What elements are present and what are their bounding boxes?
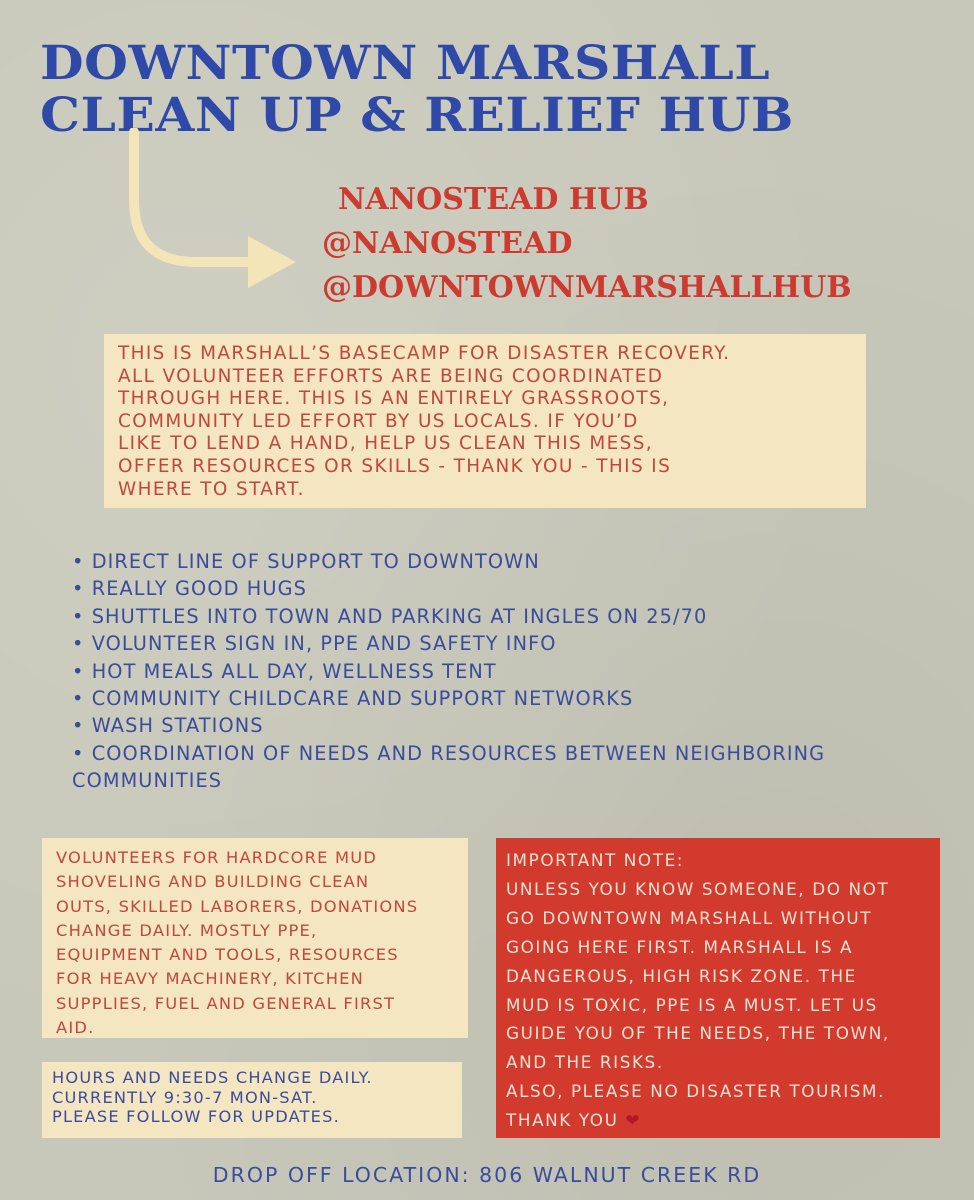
- features-list: [72, 548, 825, 795]
- poster-title: [40, 38, 794, 142]
- intro-line: OFFER RESOURCES OR SKILLS - THANK YOU - THIS IS: [118, 455, 672, 477]
- hours-line: HOURS AND NEEDS CHANGE DAILY.: [52, 1068, 373, 1087]
- title-line-1: DOWNTOWN MARSHALL: [40, 36, 771, 91]
- feature-item: • REALLY GOOD HUGS: [72, 577, 307, 601]
- title-line-2: CLEAN UP & RELIEF HUB: [40, 88, 794, 143]
- feature-item: • VOLUNTEER SIGN IN, PPE AND SAFETY INFO: [72, 632, 557, 656]
- needs-line: OUTS, SKILLED LABORERS, DONATIONS: [56, 896, 419, 916]
- note-line: GUIDE YOU OF THE NEEDS, THE TOWN,: [506, 1023, 890, 1044]
- intro-box: [104, 334, 866, 508]
- feature-item: • HOT MEALS ALL DAY, WELLNESS TENT: [72, 659, 497, 683]
- note-line: MUD IS TOXIC, PPE IS A MUST. LET US: [506, 994, 878, 1015]
- needs-line: SUPPLIES, FUEL AND GENERAL FIRST: [56, 993, 396, 1013]
- handle-nanostead: @NANOSTEAD: [322, 226, 573, 261]
- intro-line: ALL VOLUNTEER EFFORTS ARE BEING COORDINATED: [118, 365, 664, 387]
- feature-item: • COMMUNITY CHILDCARE AND SUPPORT NETWORKS: [72, 687, 634, 711]
- note-line: ALSO, PLEASE NO DISASTER TOURISM.: [506, 1081, 886, 1102]
- hub-name: NANOSTEAD HUB: [338, 182, 649, 217]
- hours-line: CURRENTLY 9:30-7 MON-SAT.: [52, 1087, 318, 1107]
- feature-item: • WASH STATIONS: [72, 714, 264, 738]
- note-line: UNLESS YOU KNOW SOMEONE, DO NOT: [506, 878, 890, 899]
- note-closing: [506, 1106, 930, 1135]
- important-note-box: [496, 838, 940, 1138]
- heart-icon: ❤: [625, 1110, 640, 1131]
- note-line: GO DOWNTOWN MARSHALL WITHOUT: [506, 907, 873, 928]
- social-handles: [322, 178, 852, 310]
- needs-line: EQUIPMENT AND TOOLS, RESOURCES: [56, 945, 399, 965]
- note-line: DANGEROUS, HIGH RISK ZONE. THE: [506, 965, 857, 986]
- intro-line: WHERE TO START.: [118, 478, 305, 500]
- intro-line: COMMUNITY LED EFFORT BY US LOCALS. IF YOU’D: [118, 410, 639, 432]
- note-line: AND THE RISKS.: [506, 1052, 664, 1073]
- needs-line: SHOVELING AND BUILDING CLEAN: [56, 872, 370, 892]
- feature-item: • DIRECT LINE OF SUPPORT TO DOWNTOWN: [72, 550, 540, 573]
- curved-arrow-icon: [120, 128, 310, 298]
- hours-line: PLEASE FOLLOW FOR UPDATES.: [52, 1107, 340, 1127]
- feature-item-continuation: COMMUNITIES: [72, 769, 223, 793]
- needs-line: VOLUNTEERS FOR HARDCORE MUD: [56, 848, 378, 867]
- intro-line: THIS IS MARSHALL’S BASECAMP FOR DISASTER RECOVERY.: [118, 343, 731, 364]
- needs-line: CHANGE DAILY. MOSTLY PPE,: [56, 920, 318, 940]
- needs-line: FOR HEAVY MACHINERY, KITCHEN: [56, 969, 365, 989]
- intro-line: THROUGH HERE. THIS IS AN ENTIRELY GRASSROOTS,: [118, 388, 670, 410]
- intro-line: LIKE TO LEND A HAND, HELP US CLEAN THIS MESS,: [118, 433, 654, 455]
- note-line: GOING HERE FIRST. MARSHALL IS A: [506, 936, 854, 957]
- feature-item: • COORDINATION OF NEEDS AND RESOURCES BETWEEN NEIGHBORING: [72, 741, 826, 765]
- note-line: IMPORTANT NOTE:: [506, 850, 685, 870]
- thank-you-text: THANK YOU: [506, 1110, 619, 1131]
- feature-item: • SHUTTLES INTO TOWN AND PARKING AT INGLES ON 25/70: [72, 604, 708, 628]
- needs-line: AID.: [56, 1018, 95, 1038]
- hours-box: [42, 1062, 462, 1138]
- handle-downtownmarshallhub: @DOWNTOWNMARSHALLHUB: [322, 270, 852, 305]
- dropoff-location: DROP OFF LOCATION: 806 WALNUT CREEK RD: [212, 1163, 762, 1187]
- needs-box: [42, 838, 468, 1038]
